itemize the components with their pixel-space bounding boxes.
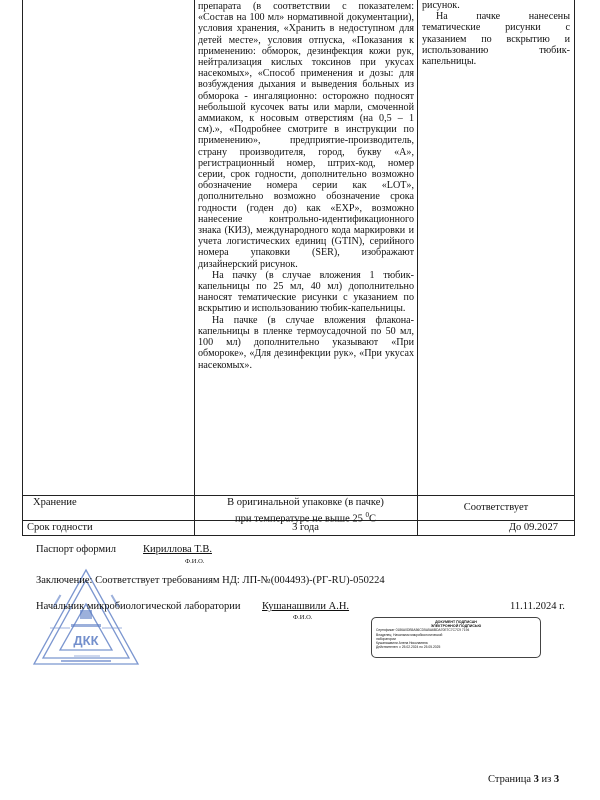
esig-certificate: Сертификат 0186A0DB5A56CD5A5A6BDA70E7C7C7C9 7194 — [376, 628, 470, 633]
table-row-storage — [23, 496, 574, 525]
fio-caption: Ф.И.О. — [185, 558, 205, 565]
page-current: 3 — [533, 774, 539, 785]
table-cell-parameter — [23, 521, 195, 535]
table-cell-requirement — [194, 0, 418, 495]
head-label: Начальник микробиологической лаборатории — [36, 601, 241, 612]
esig-valid: Действителен: с 25.02.2024 по 25.05.2025 — [376, 644, 441, 649]
storage-result: Соответствует — [463, 502, 529, 513]
esig-title-2: ЭЛЕКТРОННОЙ ПОДПИСЬЮ — [430, 624, 482, 629]
table-cell-result — [418, 496, 574, 520]
degree-unit: С — [369, 513, 377, 525]
table-cell-parameter — [23, 496, 195, 520]
page-label: Страница — [488, 774, 532, 785]
esig-title-1: ДОКУМЕНТ ПОДПИСАН — [435, 620, 477, 624]
esig-owner-2: лаборатории — [376, 636, 396, 641]
fio-caption: Ф.И.О. — [293, 614, 313, 621]
table-cell-parameter — [23, 0, 195, 495]
head-name: Кушанашвили А.Н. — [262, 601, 350, 612]
requirement-paragraph: На пачку (в случае вложения 1 тюбик-капельницы по 25 мл, 40 мл) дополнительно наносят тематические рисунки с указанием по вскрытию и использованию тюбик-капельницы. — [198, 269, 414, 315]
shelf-life-requirement: 3 года — [292, 522, 319, 533]
page-of: из — [541, 774, 552, 785]
degree-sup: 0 — [365, 511, 370, 519]
page-total: 3 — [553, 774, 560, 785]
spec-table — [22, 0, 575, 536]
digital-signature-box — [371, 617, 541, 658]
shelf-life-result: До 09.2027 — [508, 522, 558, 533]
page-number — [488, 774, 559, 785]
table-cell-result — [418, 0, 574, 495]
passport-name: Кириллова Т.В. — [143, 544, 212, 555]
table-cell-requirement — [194, 496, 418, 525]
esig-owner: Владелец: Начальник микробиологической — [376, 632, 443, 637]
requirement-paragraph: препарата (в соответствии с показателем: «Состав на 100 мл» нормативной документации), условия хранения, «Хранить в недоступном для детей месте», условия отпуска, «Показания к применению: обморок, дезинфекция кожи рук, нейтрализация кислых токсинов при укусах насекомых», «Способ применения и дозы: для возбуждения дыхания и выведения больных из обморока - ингаляционно: осторожно подносят небольшой кусочек ваты или марли, смоченной аммиаком, к носовым отверстиям (на 0,5 – 1 см).», «Подробнее смотрите в инструкции по применению», предприятие-производитель, страну производителя, город, букву «А», регистрационный номер, штрих-код, номер серии, срок годности, дополнительно возможно обозначение номера серии как «LOT», дополнительно возможно обозначение срока годности (годен до) как «EXP», возможно нанесение контрольно-идентификационного знака (КИЗ), международного кода маркировки и учета логистических единиц (GTIN), серийного номера упаковки (SER), изображают дизайнерский рисунок. — [198, 1, 414, 270]
storage-temp-text: при температуре не выше 25 — [234, 513, 363, 525]
passport-label: Паспорт оформил — [36, 544, 116, 555]
conclusion-text: Заключение: Соответствует требованиям НД: ЛП-№(004493)-(РГ-RU)-050224 — [36, 575, 385, 586]
requirement-paragraph: На пачке (в случае вложения флакона-капельницы в пленке термоусадочной по 50 мл, 100 мл) дополнительно указывают «При обмороке», «Для дезинфекции рук», «При укусах насекомых». — [198, 314, 414, 371]
esig-name: Кушанашвили Алена Николаевна — [376, 640, 428, 645]
storage-line-1: В оригинальной упаковке (в пачке) — [227, 497, 384, 508]
table-cell-requirement — [194, 521, 418, 535]
sign-date: 11.11.2024 г. — [510, 601, 565, 612]
result-paragraph: рисунок. — [422, 0, 460, 11]
storage-label: Хранение — [33, 497, 77, 508]
result-paragraph: На пачке нанесены тематические рисунки с указанием по вскрытию и использованию тюбик-капельницы. — [422, 11, 570, 68]
stamp-text: ДКК — [73, 633, 99, 648]
table-row-shelf-life — [23, 521, 574, 536]
table-cell-result — [418, 521, 574, 535]
shelf-life-label: Срок годности — [27, 522, 93, 533]
table-row-labeling — [23, 0, 574, 496]
